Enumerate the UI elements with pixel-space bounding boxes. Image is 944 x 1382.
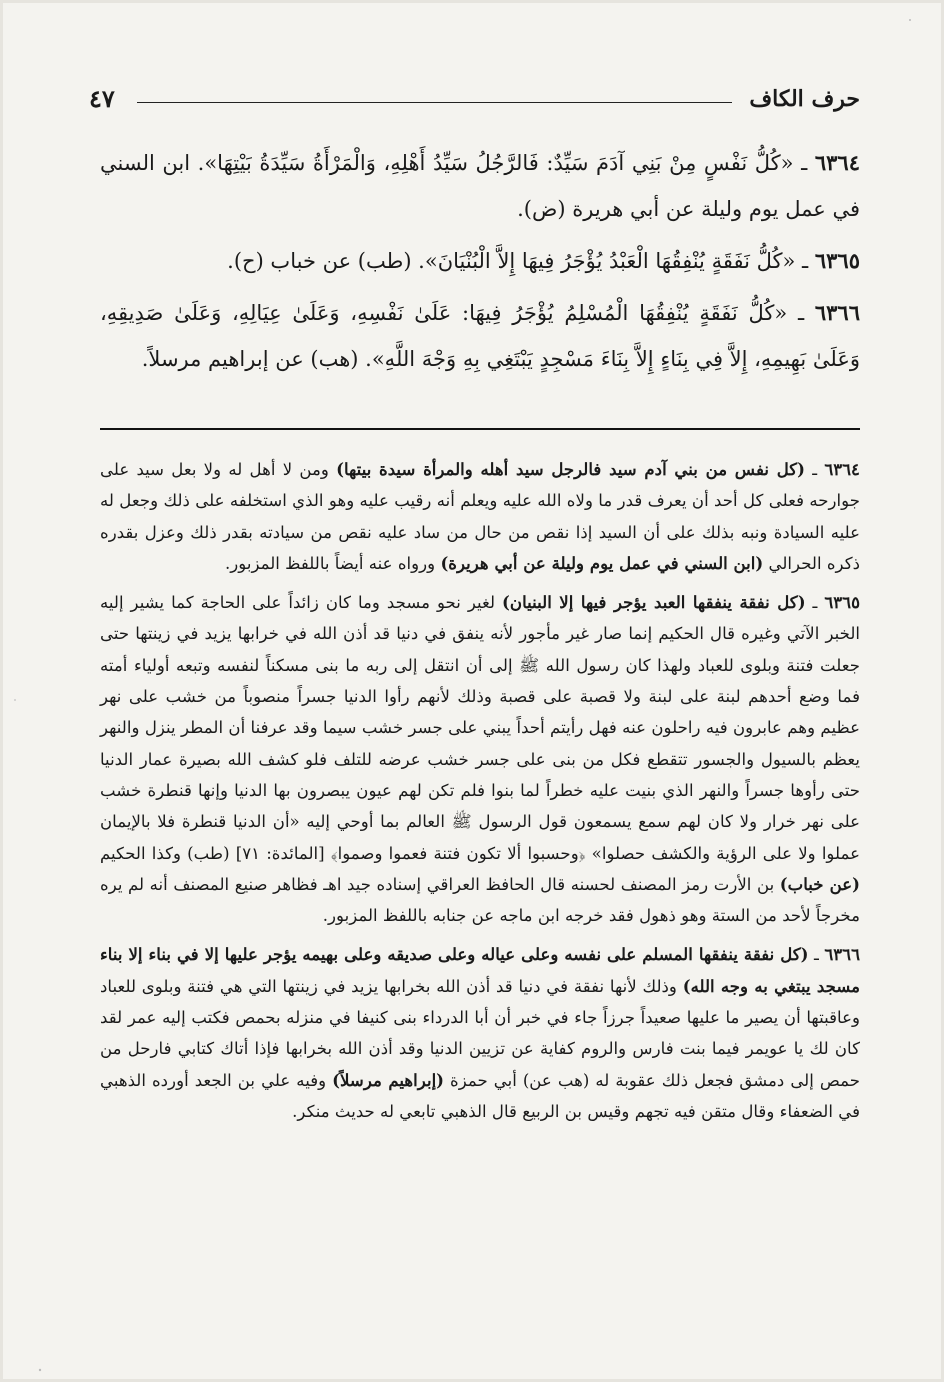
page-number: ٤٧ [89,84,115,113]
commentary-source: (ابن السني في عمل يوم وليلة عن أبي هريرة) [440,552,764,573]
commentary-quote: (كل نفقة ينفقها المسلم على نفسه وعلى عياله وعلى صديقه وعلى بهيمه يؤجر عليها إلا في بناء إلا بناء مسجد يبتغي به وجه الله) [100,944,861,996]
hadith-entry: ٦٣٦٦ ـ «كُلُّ نَفَقَةٍ يُنْفِقُهَا الْمُسْلِمُ يُؤْجَرُ فِيهَا: عَلَىٰ نَفْسِهِ، وَعَلَىٰ عِيَالِهِ، وَعَلَىٰ صَدِيقِهِ، وَعَلَىٰ بَهِيمِهِ، إِلاَّ فِي بِنَاءٍ إِلاَّ بِنَاءَ مَسْجِدٍ يَبْتَغِي بِهِ وَجْهَ اللَّهِ». (هب) عن إبراهيم مرسلاً. [100,300,860,371]
hadith-entry: ٦٣٦٥ ـ «كُلُّ نَفَقَةٍ يُنْفِقُهَا الْعَبْدُ يُؤْجَرُ فِيهَا إِلاَّ الْبُنْيَانَ». (طب) عن خباب (ح). [227,248,860,273]
commentary-source: (إبراهيم مرسلاً) [332,1069,445,1090]
commentary-tail: ورواه عنه أيضاً باللفظ المزبور. [224,553,436,573]
chapter-title: حرف الكاف [749,86,860,112]
hadith-text: «كُلُّ نَفَقَةٍ يُنْفِقُهَا الْعَبْدُ يُؤْجَرُ فِيهَا إِلاَّ الْبُنْيَانَ». (طب) عن خباب (ح). [227,249,796,273]
commentary-tail: بن الأرت رمز المصنف لحسنه قال الحافظ العراقي إسناده جيد اهـ فظاهر صنيع المصنف أنه لم يره مخرجاً لأحد من الستة وهو ذهول فقد خرجه ابن ماجه عن جنابه باللفظ المزبور. [100,874,860,926]
hadith-number: ٦٣٦٤ [814,150,860,175]
commentary-source: (عن خباب) [779,873,860,894]
hadith-number: ٦٣٦٥ [814,248,860,273]
commentary-quote: (كل نفقة ينفقها العبد يؤجر فيها إلا البنيان) [502,592,806,613]
hadith-text: «كُلُّ نَفَقَةٍ يُنْفِقُهَا الْمُسْلِمُ يُؤْجَرُ فِيهَا: عَلَىٰ نَفْسِهِ، وَعَلَىٰ عِيَالِهِ، وَعَلَىٰ صَدِيقِهِ، وَعَلَىٰ بَهِيمِهِ، إِلاَّ فِي بِنَاءٍ إِلاَّ بِنَاءَ مَسْجِدٍ يَبْتَغِي بِهِ وَجْهَ اللَّهِ». (هب) عن إبراهيم مرسلاً. [100,301,860,371]
hadith-number: ٦٣٦٦ [814,300,860,325]
commentary-section [100,454,860,1135]
commentary-tail: وفيه علي بن الجعد أورده الذهبي في الضعفاء وقال متقن فيه تجهم وقيس بن الربيع قال الذهبي تابعي له حديث منكر. [100,1070,860,1121]
commentary-number: ٦٣٦٦ [824,944,860,965]
hadith-text-section [100,140,860,388]
page-header [85,80,860,120]
section-divider [100,428,860,430]
hadith-entry: ٦٣٦٤ ـ «كُلُّ نَفْسٍ مِنْ بَنِي آدَمَ سَيِّدٌ: فَالرَّجُلُ سَيِّدُ أَهْلِهِ، وَالْمَرْأَةُ سَيِّدَةُ بَيْتِهَا». ابن السني في عمل يوم وليلة عن أبي هريرة (ض). [100,150,860,221]
commentary-text: لغير نحو مسجد وما كان زائداً على الحاجة كما يشير إليه الخبر الآتي وغيره قال الحكيم إنما صار غير مأجور لأنه ينفق في دنيا قد أذن الله في خرابها يزيد في زينتها حتى جعلت فتنة وبلوى للعباد ولهذا كان رسول الله ﷺ إلى أن انتقل إلى ربه ما بنى مسكناً لنفسه وتبعه أولياء أمته فما وضع أحدهم لبنة على لبنة ولا قصبة على قصبة وذلك لأنهم رأوا الدنيا جسراً منصوباً من خشب على نهر عظيم وهم عابرون فيه راحلون عنه فهل رأيتم أحداً يبني على جسر خشب سيما وقد عرفنا أن المطر ينزل والنهر يعظم بالسيول والجسور تتقطع فكل من بنى على جسر خشب عرضه للتلف فلو كشف الله بصيرة عمار الدنيا حتى رأوها جسراً والنهر الذي بنيت عليه خطراً لما بنوا فلم تكن لهم عيون يبصرون بها الدنيا وإنها قنطرة خشب على نهر خرار ولا كان لهم سمع يسمعون قول الرسول ﷺ العالم بما أوحي إليه «أن الدنيا قنطرة فلا بالإيمان عملوا ولا على الرؤية والكشف حصلوا» ﴿وحسبوا ألا تكون فتنة فعموا وصموا﴾ [المائدة: ٧١] (طب) وكذا الحكيم [100,593,860,863]
commentary-quote: (كل نفس من بني آدم سيد فالرجل سيد أهله والمرأة سيدة بيتها) [336,459,806,479]
header-rule [137,102,732,103]
commentary-number: ٦٣٦٤ [824,459,860,479]
hadith-text: «كُلُّ نَفْسٍ مِنْ بَنِي آدَمَ سَيِّدٌ: فَالرَّجُلُ سَيِّدُ أَهْلِهِ، وَالْمَرْأَةُ سَيِّدَةُ بَيْتِهَا». ابن السني في عمل يوم وليلة عن أبي هريرة (ض). [100,151,860,221]
commentary-text: ومن لا أهل له ولا بعل سيد على جوارحه فعلى كل أحد أن يعرف قدر ما ولاه الله عليه ويعلم أنه رقيب عليه وهو الذي استخلفه على ذلك وجعل له عليه السيادة ونبه بذلك على أن السيد إذا نقص من حال من ساد عليه نقص من سيادته بقدر ذلك وعزل بقدره ذكره الحرالي [100,460,860,573]
commentary-text: وذلك لأنها نفقة في دنيا قد أذن الله بخرابها يزيد في زينتها التي هي فتنة وبلوى للعباد وعاقبتها أن يصير ما عليها صعيداً جرزاً جاء في خبر أن أبا الدرداء بنى كنيفا في منزله بحمص فكتب إليه عمر لقد كان لك يا عويمر فيما بنت فارس والروم كفاية عن تزيين الدنيا وقد أذن الله بخرابها فإذا أتاك كتابي فارحل من حمص إلى دمشق فجعل ذلك عقوبة له (هب عن) أبي حمزة [100,976,860,1090]
commentary-entry: ٦٣٦٥ ـ (كل نفقة ينفقها العبد يؤجر فيها إلا البنيان) لغير نحو مسجد وما كان زائداً على الحاجة كما يشير إليه الخبر الآتي وغيره قال الحكيم إنما صار غير مأجور لأنه ينفق في دنيا قد أذن الله في خرابها يزيد في زينتها حتى جعلت فتنة وبلوى للعباد ولهذا كان رسول الله ﷺ إلى أن انتقل إلى ربه ما بنى مسكناً لنفسه وتبعه أولياء أمته فما وضع أحدهم لبنة على لبنة ولا قصبة على قصبة وذلك لأنهم رأوا الدنيا جسراً منصوباً من خشب على نهر عظيم وهم عابرون فيه راحلون عنه فهل رأيتم أحداً يبني على جسر خشب سيما وقد عرفنا أن المطر ينزل والنهر يعظم بالسيول والجسور تتقطع فكل من بنى على جسر خشب عرضه للتلف فلو كشف الله بصيرة عمار الدنيا حتى رأوها جسراً والنهر الذي بنيت عليه خطراً لما بنوا فلم تكن لهم عيون يبصرون بها الدنيا وإنها قنطرة خشب على نهر خرار ولا كان لهم سمع يسمعون قول الرسول ﷺ العالم بما أوحي إليه «أن الدنيا قنطرة فلا بالإيمان عملوا ولا على الرؤية والكشف حصلوا» ﴿وحسبوا ألا تكون فتنة فعموا وصموا﴾ [المائدة: ٧١] (طب) وكذا الحكيم (عن خباب) بن الأرت رمز المصنف لحسنه قال الحافظ العراقي إسناده جيد اهـ فظاهر صنيع المصنف أنه لم يره مخرجاً لأحد من الستة وهو ذهول فقد خرجه ابن ماجه عن جنابه باللفظ المزبور. [100,592,860,926]
commentary-number: ٦٣٦٥ [824,592,860,613]
commentary-entry: ٦٣٦٦ ـ (كل نفقة ينفقها المسلم على نفسه وعلى عياله وعلى صديقه وعلى بهيمه يؤجر عليها إلا في بناء إلا بناء مسجد يبتغي به وجه الله) وذلك لأنها نفقة في دنيا قد أذن الله بخرابها يزيد في زينتها التي هي فتنة وبلوى للعباد وعاقبتها أن يصير ما عليها صعيداً جرزاً جاء في خبر أن أبا الدرداء بنى كنيفا في منزله بحمص فكتب إليه عمر لقد كان لك يا عويمر فيما بنت فارس والروم كفاية عن تزيين الدنيا وقد أذن الله بخرابها فإذا أتاك كتابي فارحل من حمص إلى دمشق فجعل ذلك عقوبة له (هب عن) أبي حمزة (إبراهيم مرسلاً) وفيه علي بن الجعد أورده الذهبي في الضعفاء وقال متقن فيه تجهم وقيس بن الربيع قال الذهبي تابعي له حديث منكر. [100,944,861,1121]
commentary-entry: ٦٣٦٤ ـ (كل نفس من بني آدم سيد فالرجل سيد أهله والمرأة سيدة بيتها) ومن لا أهل له ولا بعل سيد على جوارحه فعلى كل أحد أن يعرف قدر ما ولاه الله عليه ويعلم أنه رقيب عليه وهو الذي استخلفه على ذلك وجعل له عليه السيادة ونبه بذلك على أن السيد إذا نقص من حال من ساد عليه نقص من سيادته بقدر ذلك وعزل بقدره ذكره الحرالي (ابن السني في عمل يوم وليلة عن أبي هريرة) ورواه عنه أيضاً باللفظ المزبور. [100,459,860,573]
